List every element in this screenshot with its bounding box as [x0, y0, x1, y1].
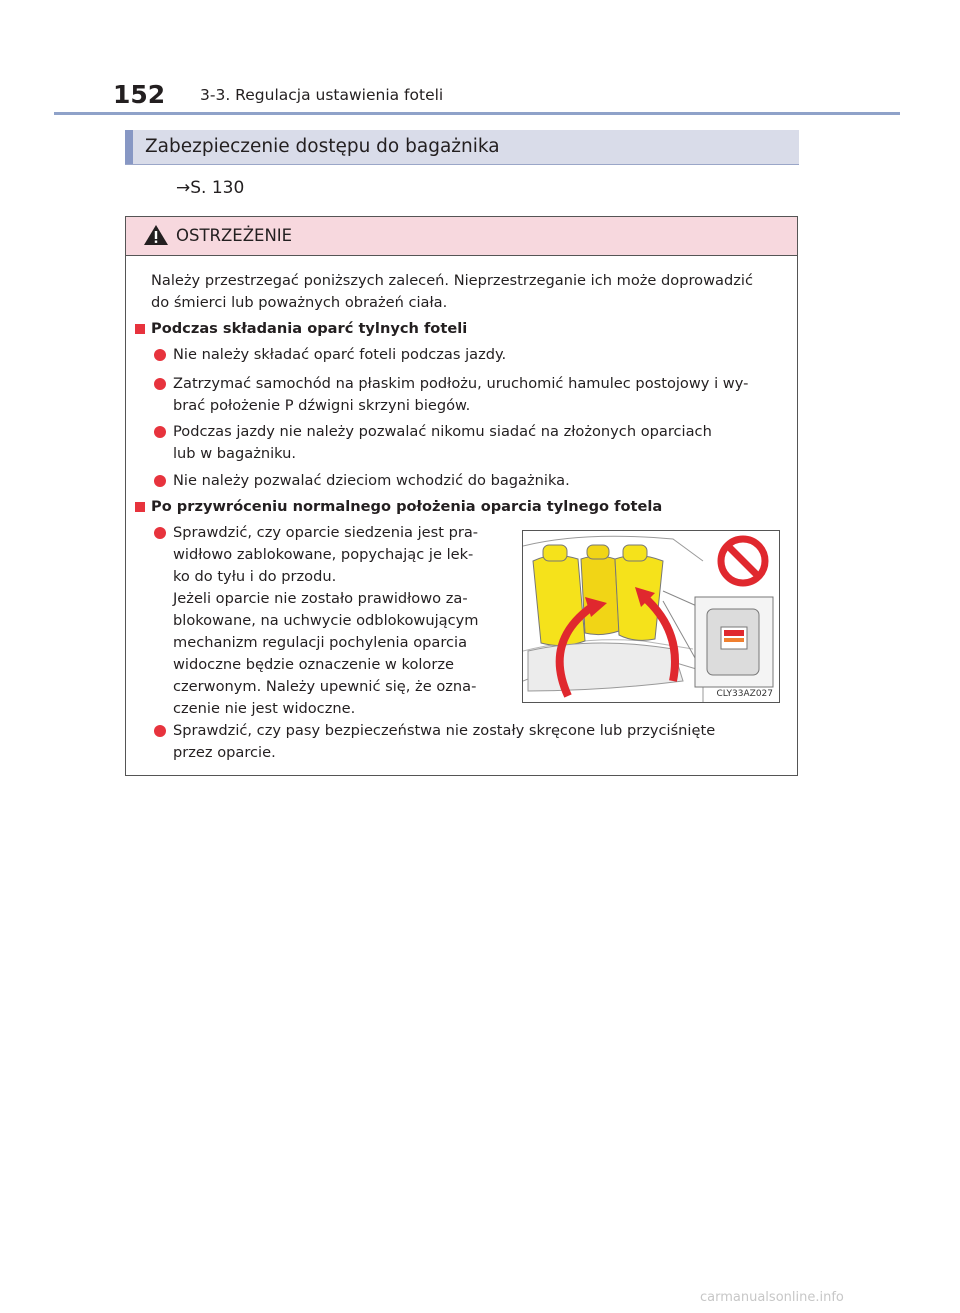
- round-bullet-icon: [154, 349, 166, 361]
- group1-item-2-line-2: brać położenie P dźwigni skrzyni biegów.: [173, 397, 471, 414]
- group2-item2-line-2: przez oparcie.: [173, 744, 276, 761]
- section-accent: [125, 130, 133, 165]
- seat-lock-illustration: [522, 530, 780, 703]
- group1-item-3-line-1: Podczas jazdy nie należy pozwalać nikomu siadać na złożonych oparciach: [173, 423, 712, 440]
- section-heading: [125, 130, 799, 165]
- watermark: carmanualsonline.info: [700, 1290, 844, 1305]
- chapter-title: 3-3. Regulacja ustawienia foteli: [200, 86, 444, 104]
- section-title: Zabezpieczenie dostępu do bagażnika: [145, 136, 500, 157]
- page-reference[interactable]: →S. 130: [176, 178, 245, 198]
- group2-item1-line-7: widoczne będzie oznaczenie w kolorze: [173, 656, 454, 673]
- group1-heading: Podczas składania oparć tylnych foteli: [151, 320, 468, 337]
- warning-triangle-icon: [143, 224, 169, 246]
- group2-item1-line-1: Sprawdzić, czy oparcie siedzenia jest pra-: [173, 524, 479, 541]
- group2-item1-line-8: czerwonym. Należy upewnić się, że ozna-: [173, 678, 477, 695]
- group2-item1-line-9: czenie nie jest widoczne.: [173, 700, 356, 717]
- group2-item1-line-6: mechanizm regulacji pochylenia oparcia: [173, 634, 468, 651]
- round-bullet-icon: [154, 527, 166, 539]
- rear-seat-drawing: [523, 531, 779, 702]
- warning-label: OSTRZEŻENIE: [176, 226, 293, 245]
- group2-item1-line-5: blokowane, na uchwycie odblokowującym: [173, 612, 479, 629]
- round-bullet-icon: [154, 378, 166, 390]
- round-bullet-icon: [154, 475, 166, 487]
- round-bullet-icon: [154, 426, 166, 438]
- section-underline: [125, 164, 799, 165]
- group1-item-2-line-1: Zatrzymać samochód na płaskim podłożu, uruchomić hamulec postojowy i wy-: [173, 375, 749, 392]
- group2-item1-line-2: widłowo zablokowane, popychając je lek-: [173, 546, 474, 563]
- page-number: 152: [113, 80, 166, 109]
- group1-item-3-line-2: lub w bagażniku.: [173, 445, 297, 462]
- header-rule: [54, 112, 900, 115]
- warning-intro-line-2: do śmierci lub poważnych obrażeń ciała.: [151, 294, 448, 311]
- group1-item-1: Nie należy składać oparć foteli podczas jazdy.: [173, 346, 507, 363]
- warning-intro-line-1: Należy przestrzegać poniższych zaleceń. Nieprzestrzeganie ich może doprowadzić: [151, 272, 753, 289]
- group2-item1-line-3: ko do tyłu i do przodu.: [173, 568, 337, 585]
- square-bullet-icon: [135, 324, 145, 334]
- page-header: [0, 0, 960, 120]
- round-bullet-icon: [154, 725, 166, 737]
- figure-code: CLY33AZ027: [716, 689, 773, 699]
- square-bullet-icon: [135, 502, 145, 512]
- group2-item1-line-4: Jeżeli oparcie nie zostało prawidłowo za-: [173, 590, 468, 607]
- warning-header: [126, 217, 797, 256]
- group1-item-4: Nie należy pozwalać dzieciom wchodzić do bagażnika.: [173, 472, 570, 489]
- group2-heading: Po przywróceniu normalnego położenia oparcia tylnego fotela: [151, 498, 663, 515]
- group2-item2-line-1: Sprawdzić, czy pasy bezpieczeństwa nie zostały skręcone lub przyciśnięte: [173, 722, 716, 739]
